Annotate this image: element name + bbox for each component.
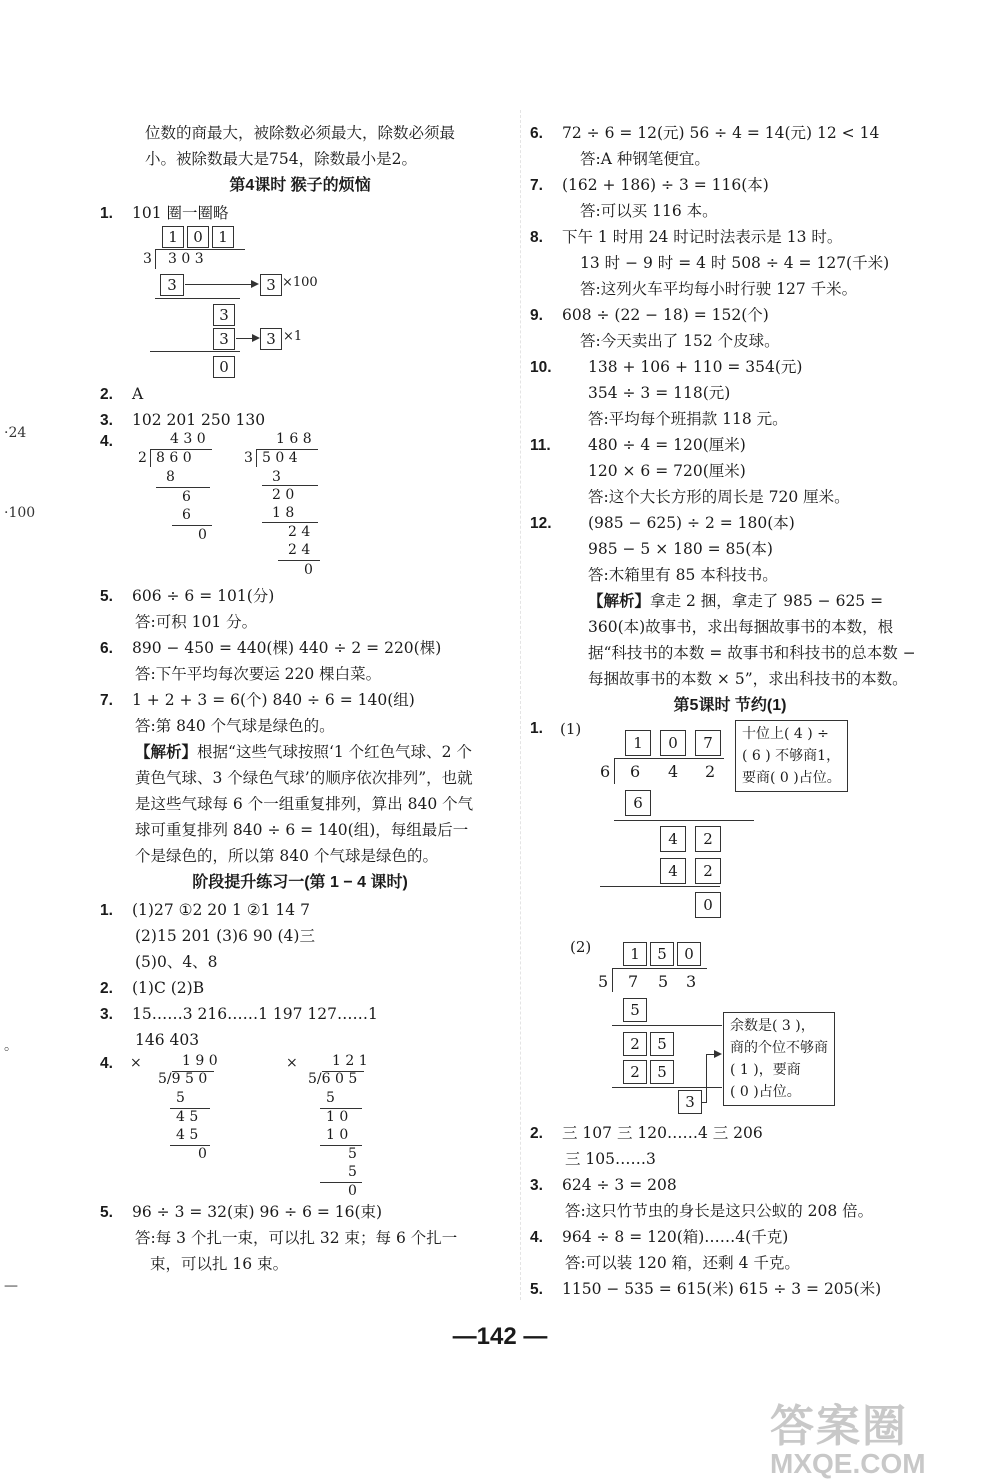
- question-5-right: 5. 1150 − 535 = 615(米) 615 ÷ 3 = 205(米): [530, 1280, 882, 1298]
- stage-question-5: 5. 96 ÷ 3 = 32(束) 96 ÷ 6 = 16(束): [100, 1203, 383, 1221]
- text-line: 146 403: [135, 1031, 200, 1049]
- question-8-right: 8. 下午 1 时用 24 时记时法表示是 13 时。: [530, 228, 843, 246]
- answer-line: 答:可积 101 分。: [135, 613, 258, 631]
- lesson-heading: 第5课时 节约(1): [673, 697, 787, 714]
- lesson-heading: 第4课时 猴子的烦恼: [229, 177, 371, 194]
- hint-box: 余数是( 3 )， 商的个位不够商 ( 1 )，要商 ( 0 )占位。: [723, 1012, 835, 1106]
- division-diagram-107: 1. (1) 1 0 7 十位上( 4 ) ÷ ( 6 ) 不够商1， 要商( 0 )占位。 6 6 4 2 6 4 2 4 2 0: [530, 720, 930, 942]
- question-1: 1. 101 圈一圈略: [100, 204, 229, 222]
- question-12-right: 12. (985 − 625) ÷ 2 = 180(本): [530, 514, 795, 532]
- text-line: (5)0、4、8: [135, 953, 218, 971]
- question-10-right: 10. 138 + 106 + 110 = 354(元): [530, 358, 803, 376]
- text-line: 三 105……3: [565, 1150, 656, 1168]
- question-2: 2. A: [100, 385, 144, 403]
- text-line: 120 × 6 = 720(厘米): [588, 462, 746, 480]
- page-number: —142 —: [452, 1323, 548, 1350]
- answer-line: 答:平均每个班捐款 118 元。: [588, 410, 788, 428]
- text-line: 354 ÷ 3 = 118(元): [588, 384, 731, 402]
- question-4-right: 4. 964 ÷ 8 = 120(箱)……4(千克): [530, 1228, 789, 1246]
- question-9-right: 9. 608 ÷ (22 − 18) = 152(个): [530, 306, 769, 324]
- question-6: 6. 890 − 450 = 440(棵) 440 ÷ 2 = 220(棵): [100, 639, 442, 657]
- answer-line: 答:木箱里有 85 本科技书。: [588, 566, 778, 584]
- edge-fragment: ·100: [4, 505, 36, 521]
- answer-line: 答:A 种钢笔便宜。: [580, 150, 710, 168]
- division-diagram-101: 1 0 1 3 3 0 3 3 3 ×100 3 3 3 ×1 0: [143, 228, 318, 376]
- text-line: 小。被除数最大是754，除数最小是2。: [145, 150, 417, 168]
- text-line: 13 时 − 9 时 = 4 时 508 ÷ 4 = 127(千米): [580, 254, 890, 272]
- stage-question-4-divisions: 4. × 1 9 0 5/9 5 0 5 4 5 4 5 0 × 1 2 1 5/6 0 5 5 1 0 1 0 5 5 0: [100, 1053, 368, 1199]
- stage-question-1: 1. (1)27 ①2 20 1 ②1 14 7: [100, 901, 310, 919]
- answer-line: 答:可以买 116 本。: [580, 202, 718, 220]
- question-3: 3. 102 201 250 130: [100, 411, 266, 429]
- analysis-note: 【解析】拿走 2 捆，拿走了 985 − 625 = 360(本)故事书，求出每捆故事书的本数，根据“科技书的本数 = 故事书和科技书的总本数 − 每捆故事书的本数 × 5”，求出科技书的本数。: [588, 591, 916, 688]
- text-line: 985 − 5 × 180 = 85(本): [588, 540, 773, 558]
- edge-fragment: 。: [4, 1038, 18, 1054]
- question-3-right: 3. 624 ÷ 3 = 208: [530, 1176, 677, 1194]
- answer-line: 答:下午平均每次要运 220 棵白菜。: [135, 665, 382, 683]
- question-7-right: 7. (162 + 186) ÷ 3 = 116(本): [530, 176, 769, 194]
- stage-heading: 阶段提升练习一(第 1 − 4 课时): [192, 874, 408, 891]
- question-11-right: 11. 480 ÷ 4 = 120(厘米): [530, 436, 746, 454]
- fold-line: [520, 110, 521, 1300]
- right-column: [530, 120, 930, 1302]
- answer-line: 束，可以扎 16 束。: [150, 1255, 289, 1273]
- question-4-divisions: 4. 4 3 0 2 8 6 0 8 6 6 0 1 6 8 3 5 0 4 3 2 0 1 8 2 4 2 4 0: [100, 433, 500, 583]
- division-diagram-150: (2) 1 5 0 5 7 5 3 5 2 5 2 5 3 余数是( 3 )， 商的个位不够商 ( 1 )，要商 ( 0 )占位。: [530, 942, 930, 1120]
- question-2-right: 2. 三 107 三 120……4 三 206: [530, 1124, 763, 1142]
- question-7: 7. 1 + 2 + 3 = 6(个) 840 ÷ 6 = 140(组): [100, 691, 415, 709]
- watermark: 答案圈 MXQE.COM: [770, 1402, 926, 1479]
- edge-fragment: —: [4, 1278, 18, 1294]
- left-column: [100, 120, 500, 1277]
- answer-line: 答:这列火车平均每小时行驶 127 千米。: [580, 280, 858, 298]
- text-line: (2)15 201 (3)6 90 (4)三: [135, 927, 315, 945]
- analysis-note: 【解析】根据“这些气球按照‘1 个红色气球、2 个黄色气球、3 个绿色气球’的顺序依次排列”，也就是这些气球每 6 个一组重复排列，算出 840 个气球可重复排列 840 ÷ 6 = 140(组)，每组最后一个是绿色的，所以第 840 个气球是绿色的。: [135, 742, 474, 865]
- stage-question-3: 3. 15……3 216……1 197 127……1: [100, 1005, 378, 1023]
- answer-line: 答:今天卖出了 152 个皮球。: [580, 332, 780, 350]
- text-line: 位数的商最大，被除数必须最大，除数必须最: [145, 124, 456, 142]
- answer-line: 答:第 840 个气球是绿色的。: [135, 717, 335, 735]
- question-5: 5. 606 ÷ 6 = 101(分): [100, 587, 275, 605]
- answer-line: 答:这只竹节虫的身长是这只公蚁的 208 倍。: [565, 1202, 874, 1220]
- question-6-right: 6. 72 ÷ 6 = 12(元) 56 ÷ 4 = 14(元) 12 < 14: [530, 124, 880, 142]
- edge-fragment: ·24: [4, 425, 27, 441]
- answer-line: 答:可以装 120 箱，还剩 4 千克。: [565, 1254, 800, 1272]
- stage-question-2: 2. (1)C (2)B: [100, 979, 205, 997]
- answer-line: 答:这个大长方形的周长是 720 厘米。: [588, 488, 850, 506]
- answer-line: 答:每 3 个扎一束，可以扎 32 束；每 6 个扎一: [135, 1229, 458, 1247]
- hint-box: 十位上( 4 ) ÷ ( 6 ) 不够商1， 要商( 0 )占位。: [735, 720, 848, 792]
